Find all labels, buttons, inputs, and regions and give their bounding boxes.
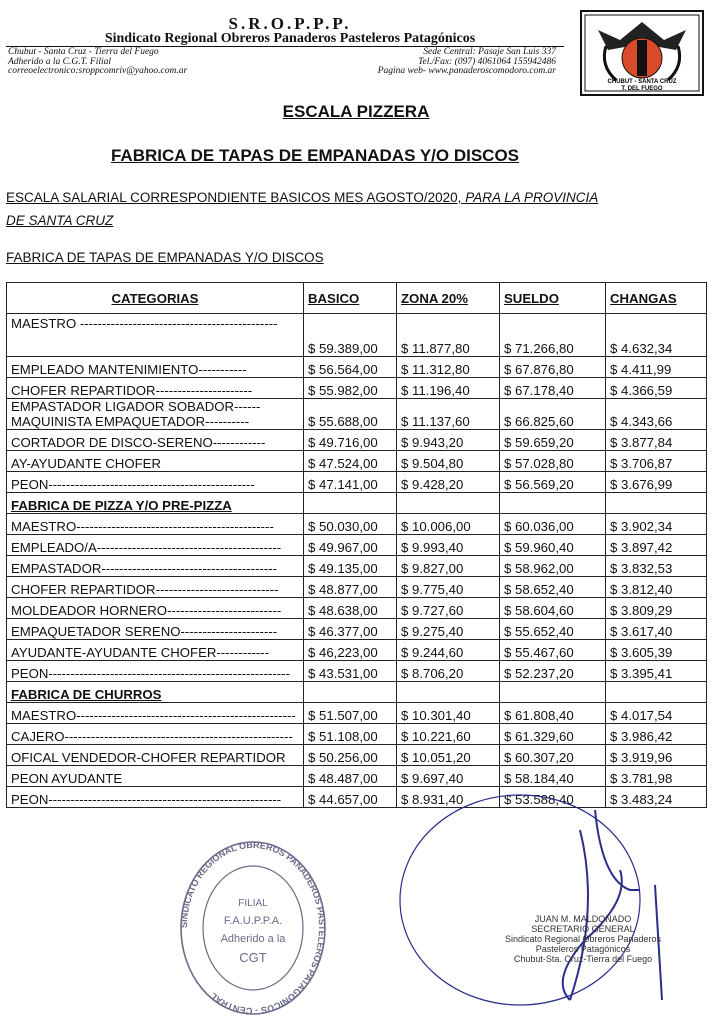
basico-cell: $ 47.524,00 bbox=[304, 451, 397, 472]
sueldo-cell: $ 57.028,80 bbox=[500, 451, 606, 472]
empty-cell bbox=[397, 682, 500, 703]
col-categorias: CATEGORIAS bbox=[7, 283, 304, 314]
section-row bbox=[7, 493, 707, 514]
basico-cell: $ 48.487,00 bbox=[304, 766, 397, 787]
basico-cell: $ 49.135,00 bbox=[304, 556, 397, 577]
sueldo-cell: $ 56.569,20 bbox=[500, 472, 606, 493]
table-row bbox=[7, 451, 707, 472]
basico-cell: $ 48.638,00 bbox=[304, 598, 397, 619]
category-cell: PEON AYUDANTE bbox=[7, 766, 304, 787]
category-cell: OFICAL VENDEDOR-CHOFER REPARTIDOR bbox=[7, 745, 304, 766]
signer-title: SECRETARIO GENERAL bbox=[531, 924, 635, 934]
changas-cell: $ 4.632,34 bbox=[606, 314, 707, 357]
changas-cell: $ 4.411,99 bbox=[606, 357, 707, 378]
basico-cell: $ 44.657,00 bbox=[304, 787, 397, 808]
changas-cell: $ 3.902,34 bbox=[606, 514, 707, 535]
col-basico: BASICO bbox=[304, 283, 397, 314]
empty-cell bbox=[500, 493, 606, 514]
sueldo-cell: $ 58.652,40 bbox=[500, 577, 606, 598]
basico-cell: $ 56.564,00 bbox=[304, 357, 397, 378]
col-sueldo: SUELDO bbox=[500, 283, 606, 314]
doc-title: ESCALA PIZZERA bbox=[282, 102, 430, 121]
category-cell: CHOFER REPARTIDOR---------------------- bbox=[7, 378, 304, 399]
basico-cell: $ 55.688,00 bbox=[304, 399, 397, 430]
category-cell: PEON------------------------------------------------------- bbox=[7, 661, 304, 682]
header-right-line: Pagina web- www.panaderoscomodoro.com.ar bbox=[377, 66, 556, 76]
basico-cell: $ 47.141,00 bbox=[304, 472, 397, 493]
svg-text:FILIAL: FILIAL bbox=[238, 898, 268, 909]
category-cell: EMPASTADOR---------------------------------------- bbox=[7, 556, 304, 577]
header-left-line: Adherido a la C.G.T. Filial bbox=[8, 56, 112, 67]
table-row bbox=[7, 378, 707, 399]
category-line: MAQUINISTA EMPAQUETADOR---------- bbox=[11, 414, 250, 429]
empty-cell bbox=[304, 493, 397, 514]
table-row bbox=[7, 640, 707, 661]
table-row bbox=[7, 619, 707, 640]
sueldo-cell: $ 53.588,40 bbox=[500, 787, 606, 808]
category-cell: EMPAQUETADOR SERENO---------------------- bbox=[7, 619, 304, 640]
signer-org: Sindicato Regional Obreros Panaderos bbox=[504, 934, 662, 944]
union-logo bbox=[580, 10, 704, 96]
sueldo-cell: $ 55.652,40 bbox=[500, 619, 606, 640]
changas-cell: $ 3.395,41 bbox=[606, 661, 707, 682]
table-row bbox=[7, 556, 707, 577]
sueldo-cell: $ 66.825,60 bbox=[500, 399, 606, 430]
zona-cell: $ 9.727,60 bbox=[397, 598, 500, 619]
escala-text: ESCALA SALARIAL CORRESPONDIENTE BASICOS MES AGOSTO/2020, bbox=[6, 190, 462, 205]
changas-cell: $ 3.809,29 bbox=[606, 598, 707, 619]
category-cell: AYUDANTE-AYUDANTE CHOFER------------ bbox=[7, 640, 304, 661]
sueldo-cell: $ 52.237,20 bbox=[500, 661, 606, 682]
official-stamp bbox=[178, 838, 328, 1018]
signer-region: Chubut-Sta. Cruz-Tierra del Fuego bbox=[513, 954, 653, 964]
table-row bbox=[7, 724, 707, 745]
sueldo-cell: $ 58.184,40 bbox=[500, 766, 606, 787]
header-left-line: correoelectronico:sroppcomriv@yahoo.com.ar bbox=[8, 66, 188, 76]
basico-cell: $ 46.377,00 bbox=[304, 619, 397, 640]
header-right-line: Sede Central: Pasaje San Luis 337 bbox=[423, 47, 556, 57]
table-row bbox=[7, 766, 707, 787]
empty-cell bbox=[606, 682, 707, 703]
zona-cell: $ 11.877,80 bbox=[397, 314, 500, 357]
basico-cell: $ 51.108,00 bbox=[304, 724, 397, 745]
category-cell bbox=[7, 399, 304, 430]
sueldo-cell: $ 60.307,20 bbox=[500, 745, 606, 766]
basico-cell: $ 48.877,00 bbox=[304, 577, 397, 598]
basico-cell: $ 49.716,00 bbox=[304, 430, 397, 451]
basico-cell: $ 59.389,00 bbox=[304, 314, 397, 357]
zona-cell: $ 9.943,20 bbox=[397, 430, 500, 451]
table-row bbox=[7, 535, 707, 556]
sueldo-cell: $ 55.467,60 bbox=[500, 640, 606, 661]
sueldo-cell: $ 59.960,40 bbox=[500, 535, 606, 556]
section-title: FABRICA DE PIZZA Y/O PRE-PIZZA bbox=[7, 493, 304, 514]
sueldo-cell: $ 58.962,00 bbox=[500, 556, 606, 577]
table-row bbox=[7, 745, 707, 766]
category-cell: AY-AYUDANTE CHOFER bbox=[7, 451, 304, 472]
empty-cell bbox=[304, 682, 397, 703]
changas-cell: $ 3.605,39 bbox=[606, 640, 707, 661]
category-cell: PEON----------------------------------------------------- bbox=[7, 787, 304, 808]
empty-cell bbox=[500, 682, 606, 703]
signer-name: JUAN M. MALDONADO bbox=[534, 914, 632, 924]
zona-cell: $ 8.706,20 bbox=[397, 661, 500, 682]
changas-cell: $ 4.343,66 bbox=[606, 399, 707, 430]
table-row bbox=[7, 661, 707, 682]
zona-cell: $ 9.275,40 bbox=[397, 619, 500, 640]
category-text: MAESTRO --------------------------------------------- bbox=[11, 316, 278, 331]
basico-cell: $ 55.982,00 bbox=[304, 378, 397, 399]
table-row bbox=[7, 577, 707, 598]
zona-cell: $ 9.428,20 bbox=[397, 472, 500, 493]
col-zona: ZONA 20% bbox=[397, 283, 500, 314]
table-row bbox=[7, 514, 707, 535]
changas-cell: $ 3.919,96 bbox=[606, 745, 707, 766]
zona-cell: $ 10.221,60 bbox=[397, 724, 500, 745]
table-row bbox=[7, 399, 707, 430]
sueldo-cell: $ 58.604,60 bbox=[500, 598, 606, 619]
changas-cell: $ 3.676,99 bbox=[606, 472, 707, 493]
category-cell bbox=[7, 314, 304, 357]
sueldo-cell: $ 67.876,80 bbox=[500, 357, 606, 378]
svg-text:F.A.U.P.P.A.: F.A.U.P.P.A. bbox=[223, 915, 283, 927]
escala-province: PARA LA PROVINCIA DE SANTA CRUZ bbox=[6, 190, 599, 228]
sueldo-cell: $ 59.659,20 bbox=[500, 430, 606, 451]
zona-cell: $ 9.697,40 bbox=[397, 766, 500, 787]
sueldo-cell: $ 61.808,40 bbox=[500, 703, 606, 724]
zona-cell: $ 11.312,80 bbox=[397, 357, 500, 378]
changas-cell: $ 3.781,98 bbox=[606, 766, 707, 787]
table-row bbox=[7, 598, 707, 619]
table-row bbox=[7, 472, 707, 493]
category-cell: EMPLEADO/A------------------------------------------ bbox=[7, 535, 304, 556]
changas-cell: $ 3.812,40 bbox=[606, 577, 707, 598]
changas-cell: $ 4.017,54 bbox=[606, 703, 707, 724]
empty-cell bbox=[606, 493, 707, 514]
svg-text:Adherido a la: Adherido a la bbox=[220, 933, 286, 945]
sueldo-cell: $ 61.329,60 bbox=[500, 724, 606, 745]
signature-scribble bbox=[370, 790, 690, 1020]
category-line: EMPASTADOR LIGADOR SOBADOR------ bbox=[11, 399, 261, 414]
category-cell: EMPLEADO MANTENIMIENTO----------- bbox=[7, 357, 304, 378]
empty-cell bbox=[397, 493, 500, 514]
doc-subtitle: FABRICA DE TAPAS DE EMPANADAS Y/O DISCOS bbox=[110, 146, 520, 165]
zona-cell: $ 9.775,40 bbox=[397, 577, 500, 598]
escala-description bbox=[6, 186, 616, 232]
section-title: FABRICA DE CHURROS bbox=[7, 682, 304, 703]
table-row bbox=[7, 430, 707, 451]
basico-cell: $ 46,223,00 bbox=[304, 640, 397, 661]
category-cell: MOLDEADOR HORNERO-------------------------- bbox=[7, 598, 304, 619]
header-right-info bbox=[378, 48, 556, 77]
sueldo-cell: $ 60.036,00 bbox=[500, 514, 606, 535]
category-cell: MAESTRO-------------------------------------------------- bbox=[7, 703, 304, 724]
zona-cell: $ 9.244,60 bbox=[397, 640, 500, 661]
signature-block bbox=[478, 914, 688, 964]
zona-cell: $ 11.196,40 bbox=[397, 378, 500, 399]
changas-cell: $ 3.483,24 bbox=[606, 787, 707, 808]
table-row bbox=[7, 357, 707, 378]
changas-cell: $ 3.706,87 bbox=[606, 451, 707, 472]
basico-cell: $ 50.256,00 bbox=[304, 745, 397, 766]
section-row bbox=[7, 682, 707, 703]
salary-table bbox=[6, 282, 707, 808]
category-cell: CORTADOR DE DISCO-SERENO------------ bbox=[7, 430, 304, 451]
changas-cell: $ 3.986,42 bbox=[606, 724, 707, 745]
signer-org: Pasteleros Patagónicos bbox=[535, 944, 631, 954]
header-left-info bbox=[8, 48, 187, 77]
zona-cell: $ 10.301,40 bbox=[397, 703, 500, 724]
sueldo-cell: $ 67.178,40 bbox=[500, 378, 606, 399]
zona-cell: $ 9.827,00 bbox=[397, 556, 500, 577]
category-cell: PEON----------------------------------------------- bbox=[7, 472, 304, 493]
basico-cell: $ 49.967,00 bbox=[304, 535, 397, 556]
zona-cell: $ 9.504,80 bbox=[397, 451, 500, 472]
col-changas: CHANGAS bbox=[606, 283, 707, 314]
svg-text:CGT: CGT bbox=[239, 950, 267, 965]
changas-cell: $ 3.617,40 bbox=[606, 619, 707, 640]
table-row bbox=[7, 703, 707, 724]
org-name: Sindicato Regional Obreros Panaderos Pasteleros Patagónicos bbox=[104, 31, 476, 46]
section-label: FABRICA DE TAPAS DE EMPANADAS Y/O DISCOS bbox=[6, 250, 324, 265]
org-acronym: S.R.O.P.P.P. bbox=[228, 14, 352, 33]
changas-cell: $ 4.366,59 bbox=[606, 378, 707, 399]
basico-cell: $ 43.531,00 bbox=[304, 661, 397, 682]
sueldo-cell: $ 71.266,80 bbox=[500, 314, 606, 357]
zona-cell: $ 10.006,00 bbox=[397, 514, 500, 535]
category-cell: CAJERO---------------------------------------------------- bbox=[7, 724, 304, 745]
svg-text:SINDICATO REGIONAL OBREROS PAN: SINDICATO REGIONAL OBREROS PANADEROS PASTELEROS PATAGONICOS - CENTRAL bbox=[178, 839, 328, 1017]
changas-cell: $ 3.832,53 bbox=[606, 556, 707, 577]
svg-text:CHUBUT - SANTA CRUZ: CHUBUT - SANTA CRUZ bbox=[607, 79, 677, 85]
svg-text:T. DEL FUEGO: T. DEL FUEGO bbox=[621, 86, 663, 92]
table-header-row bbox=[7, 283, 707, 314]
changas-cell: $ 3.877,84 bbox=[606, 430, 707, 451]
header-right-line: Tel./Fax: (097) 4061064 155942486 bbox=[418, 56, 556, 67]
category-cell: MAESTRO--------------------------------------------- bbox=[7, 514, 304, 535]
zona-cell: $ 11.137,60 bbox=[397, 399, 500, 430]
basico-cell: $ 51.507,00 bbox=[304, 703, 397, 724]
basico-cell: $ 50.030,00 bbox=[304, 514, 397, 535]
table-row bbox=[7, 314, 707, 357]
changas-cell: $ 3.897,42 bbox=[606, 535, 707, 556]
zona-cell: $ 9.993,40 bbox=[397, 535, 500, 556]
header-left-line: Chubut - Santa Cruz - Tierra del Fuego bbox=[8, 47, 159, 57]
zona-cell: $ 10.051,20 bbox=[397, 745, 500, 766]
category-cell: CHOFER REPARTIDOR---------------------------- bbox=[7, 577, 304, 598]
zona-cell: $ 8.931,40 bbox=[397, 787, 500, 808]
